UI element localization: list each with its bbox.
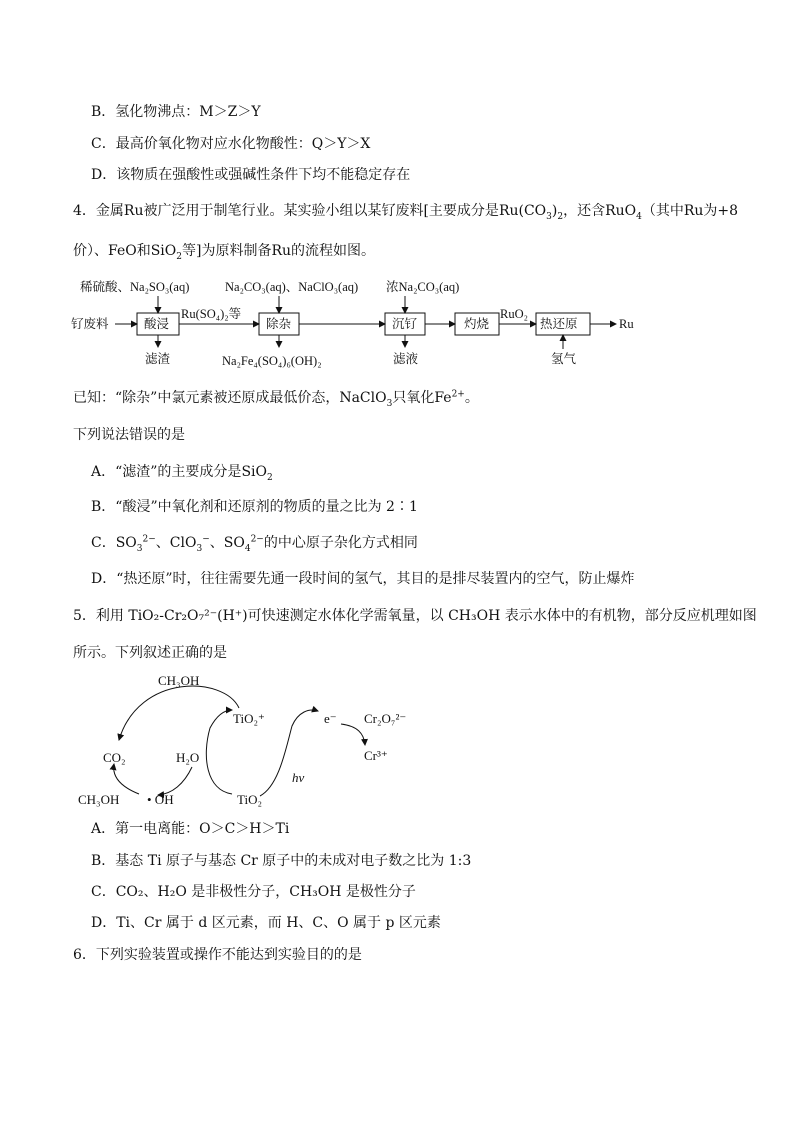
q4-stem-part5: 等]为原料制备Ru的流程如图。 [182, 243, 376, 259]
flow-reagent3: 浓Na₂CO₃(aq) [386, 280, 460, 294]
flow-box5-label: 热还原 [540, 317, 578, 331]
diagram-electron: e⁻ [324, 711, 337, 726]
diagram-tio2: TiO₂ [237, 792, 263, 807]
flow-reagent5: 氢气 [551, 352, 577, 366]
q4-known-part1: 已知：“除杂”中氯元素被还原成最低价态， [73, 390, 340, 406]
q4-flow-chart [68, 276, 638, 370]
q5-option-b: B．基态 Ti 原子与基态 Cr 原子中的未成对电子数之比为 1:3 [91, 853, 472, 869]
flow-reagent2: Na₂CO₃(aq)、NaClO₃(aq) [225, 280, 359, 294]
flow-box2-label: 除杂 [266, 317, 292, 331]
q4-option-c-text: 的中心原子杂化方式相同 [263, 535, 418, 551]
q4-option-b: B．“酸浸”中氧化剂和还原剂的物质的量之比为 2∶1 [91, 499, 418, 515]
flow-out3: 滤液 [393, 352, 419, 366]
diagram-co2: CO₂ [103, 750, 126, 765]
diagram-tio2-plus: TiO₂⁺ [233, 711, 265, 726]
q5-mechanism-diagram [74, 668, 414, 812]
flow-reagent1: 稀硫酸、Na₂SO₃(aq) [80, 280, 190, 294]
q4-option-a-text: A．“滤渣”的主要成分是 [91, 464, 242, 480]
q4-stem-line2: 价）、FeO和SiO$_2$等]为原料制备Ru的流程如图。 [73, 243, 376, 262]
q4-option-d: D．“热还原”时，往往需要先通一段时间的氢气，其目的是排尽装置内的空气，防止爆炸 [91, 571, 635, 587]
flow-raw-material: 钌废料 [71, 317, 109, 331]
diagram-cr2o7: Cr₂O₇²⁻ [364, 711, 407, 726]
q4-known-part2: 只氧化 [392, 390, 435, 406]
q4-stem-part2: ，还含 [563, 203, 606, 219]
q5-option-c: C．CO₂、H₂O 是非极性分子，CH₃OH 是极性分子 [91, 884, 416, 900]
diagram-h2o: H₂O [176, 750, 200, 765]
flow-box4-label: 灼烧 [464, 317, 490, 331]
diagram-oh-radical: • OH [147, 792, 174, 807]
q4-stem-part1: 4．金属Ru被广泛用于制笔行业。某实验小组以某钌废料[主要成分是 [73, 203, 499, 219]
flow-product: Ru [619, 317, 634, 331]
q3-option-c: C．最高价氧化物对应水化物酸性：Q＞Y＞X [91, 136, 371, 152]
q4-stem-part4: 价）、FeO和SiO [73, 243, 177, 259]
q4-stem-part3: （其中Ru为+8 [641, 203, 739, 219]
flow-out1: 滤渣 [145, 352, 171, 366]
diagram-ch3oh-bottom: CH₃OH [78, 792, 120, 807]
flow-arrow1-label: Ru(SO₄)₂等 [181, 307, 242, 321]
flow-out2: Na₂Fe₄(SO₄)₆(OH)₂ [222, 354, 322, 368]
flow-box3-label: 沉钌 [392, 317, 418, 331]
q4-stem-line1 [73, 201, 738, 221]
flow-arrow4-label: RuO₂ [500, 307, 528, 321]
q4-prompt: 下列说法错误的是 [73, 427, 185, 443]
diagram-ch3oh-top: CH₃OH [158, 673, 200, 688]
q3-option-b: B．氢化物沸点：M＞Z＞Y [91, 104, 261, 120]
q4-formula-ruco3: $Ru(CO_3)_2$ [498, 203, 564, 222]
q4-option-a: A．“滤渣”的主要成分是SiO$_2$ [91, 464, 273, 483]
q5-option-d: D．Ti、Cr 属于 d 区元素，而 H、C、O 属于 p 区元素 [91, 915, 441, 931]
q4-option-c: C．$SO_3^{2-}$、ClO$_3$−、$SO_4^{2-}$的中心原子杂化方式相同 [91, 534, 418, 554]
q6-stem: 6．下列实验装置或操作不能达到实验目的的是 [73, 947, 362, 963]
diagram-cr3: Cr³⁺ [364, 748, 388, 763]
q5-stem-line2: 所示。下列叙述正确的是 [73, 645, 227, 661]
q5-stem-line1: 5．利用 TiO₂-Cr₂O₇²⁻(H⁺)可快速测定水体化学需氧量，以 CH₃OH 表示水体中的有机物，部分反应机理如图 [73, 608, 757, 624]
q5-option-a: A．第一电离能：O＞C＞H＞Ti [91, 821, 290, 837]
q4-known: 已知：“除杂”中氯元素被还原成最低价态，NaClO$_3$只氧化$Fe^{2+}$。 [73, 389, 479, 409]
flow-box1-label: 酸浸 [144, 317, 170, 331]
q3-option-d: D．该物质在强酸性或强碱性条件下均不能稳定存在 [91, 167, 411, 183]
diagram-hv: hv [292, 770, 305, 785]
q4-formula-ruo4: RuO$_4$ [605, 203, 642, 222]
